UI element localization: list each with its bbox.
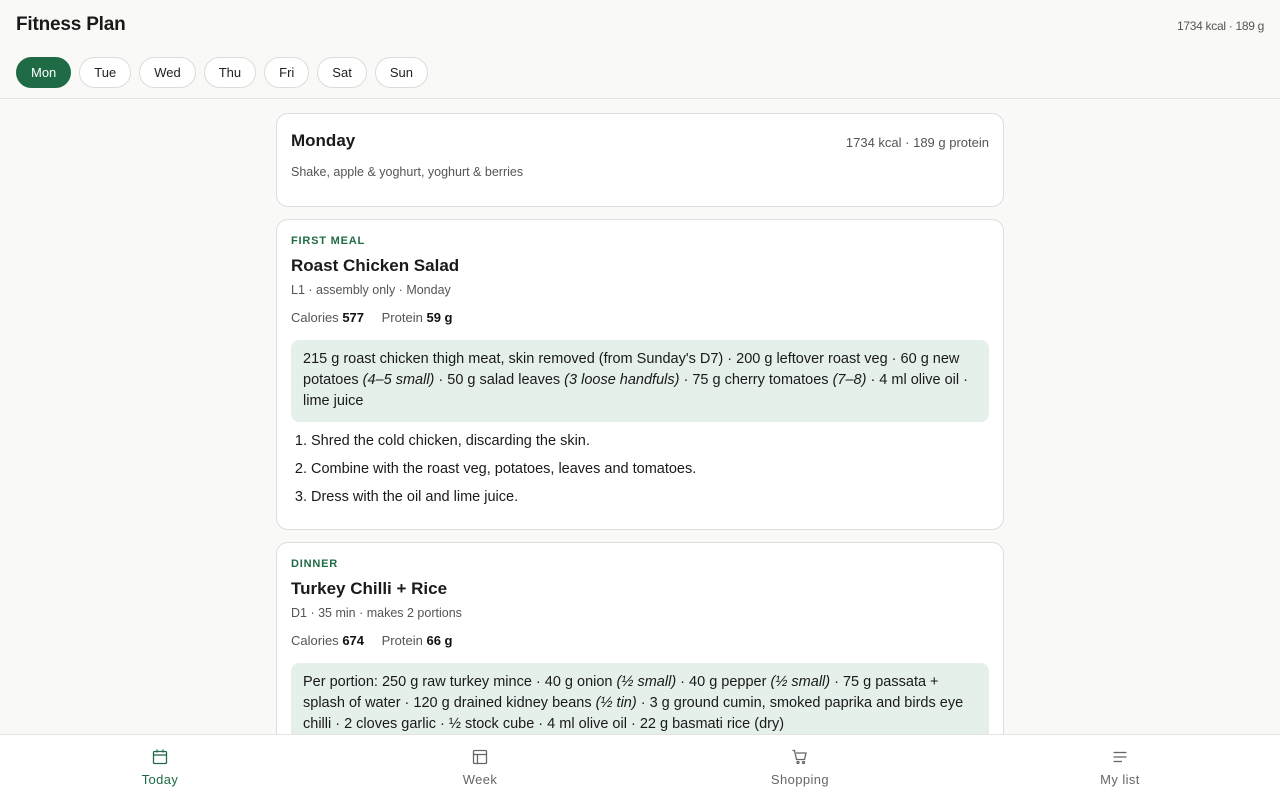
main-content [276, 113, 1004, 772]
calories-label: Calories [291, 633, 339, 648]
ingredient-text: · 75 g passata + splash of water · 120 g drained kidney beans [303, 674, 939, 711]
meal-card-first-meal [276, 219, 1004, 530]
nav-today[interactable] [0, 735, 320, 800]
ingredient-text: 215 g roast chicken thigh meat, skin removed (from Sunday's D7) · 200 g leftover roast veg · 60 g new potatoes [303, 351, 960, 388]
protein-label: Protein [381, 310, 423, 325]
meal-name: Roast Chicken Salad [291, 256, 460, 275]
meal-macros [291, 310, 989, 326]
meal-meta: D1 · 35 min · makes 2 portions [291, 606, 462, 620]
day-tab-mon[interactable]: Mon [16, 57, 71, 88]
nav-my-list[interactable] [960, 735, 1280, 800]
ingredient-note: (½ small) [770, 674, 831, 690]
meal-label: FIRST MEAL [291, 235, 365, 247]
meal-label: DINNER [291, 558, 338, 570]
day-tab-sat[interactable]: Sat [317, 57, 367, 88]
day-tab-thu[interactable]: Thu [204, 57, 256, 88]
day-tab-tue[interactable]: Tue [79, 57, 131, 88]
ingredient-note: (½ small) [616, 674, 677, 690]
list-icon [1111, 748, 1129, 766]
method-steps [291, 431, 989, 507]
top-bar [0, 0, 1280, 99]
meal-card-dinner [276, 542, 1004, 760]
ingredient-note: (4–5 small) [362, 372, 435, 388]
nav-label: My list [1100, 772, 1140, 787]
meal-meta: L1 · assembly only · Monday [291, 283, 451, 297]
day-title: Monday [291, 131, 356, 150]
ingredients-box [291, 340, 989, 422]
calendar-icon [151, 748, 169, 766]
calories-value: 577 [342, 310, 365, 325]
app-title: Fitness Plan [16, 14, 126, 35]
nav-label: Today [141, 772, 179, 787]
calories-value: 674 [342, 633, 365, 648]
method-step: 3. Dress with the oil and lime juice. [311, 487, 989, 507]
calories-label: Calories [291, 310, 339, 325]
protein-label: Protein [381, 633, 423, 648]
method-step: 2. Combine with the roast veg, potatoes, leaves and tomatoes. [311, 459, 989, 479]
ingredient-note: (7–8) [832, 372, 867, 388]
cart-icon [791, 748, 809, 766]
ingredient-note: (3 loose handfuls) [564, 372, 680, 388]
day-tab-sun[interactable]: Sun [375, 57, 428, 88]
ingredient-note: (½ tin) [595, 695, 637, 711]
protein-value: 66 g [426, 633, 453, 648]
bottom-navigation [0, 734, 1280, 800]
day-tab-fri[interactable]: Fri [264, 57, 309, 88]
nav-label: Week [462, 772, 498, 787]
nav-label: Shopping [770, 772, 830, 787]
ingredient-text: · 75 g cherry tomatoes [679, 372, 833, 388]
nav-shopping[interactable] [640, 735, 960, 800]
protein-value: 59 g [426, 310, 453, 325]
meal-name: Turkey Chilli + Rice [291, 579, 448, 598]
header-daily-summary: 1734 kcal · 189 g [1177, 19, 1264, 33]
nav-week[interactable] [320, 735, 640, 800]
meal-macros [291, 633, 989, 649]
method-step: 1. Shred the cold chicken, discarding the skin. [311, 431, 989, 451]
ingredient-text: · 4 ml olive oil · lime juice [303, 372, 968, 409]
day-description: Shake, apple & yoghurt, yoghurt & berries [291, 165, 524, 179]
day-tab-wed[interactable]: Wed [139, 57, 196, 88]
ingredient-text: · 3 g ground cumin, smoked paprika and birds eye chilli · 2 cloves garlic · ½ stock cube · 4 ml olive oil · 22 g basmati rice (dry) [303, 695, 964, 732]
day-summary-card [276, 113, 1004, 207]
ingredient-text: Per portion: 250 g raw turkey mince · 40 g onion [303, 674, 617, 690]
day-tabs [16, 57, 428, 88]
day-totals: 1734 kcal · 189 g protein [845, 135, 989, 150]
ingredient-text: · 50 g salad leaves [434, 372, 565, 388]
week-grid-icon [471, 748, 489, 766]
ingredient-text: · 40 g pepper [676, 674, 771, 690]
ingredients-box [291, 663, 989, 745]
